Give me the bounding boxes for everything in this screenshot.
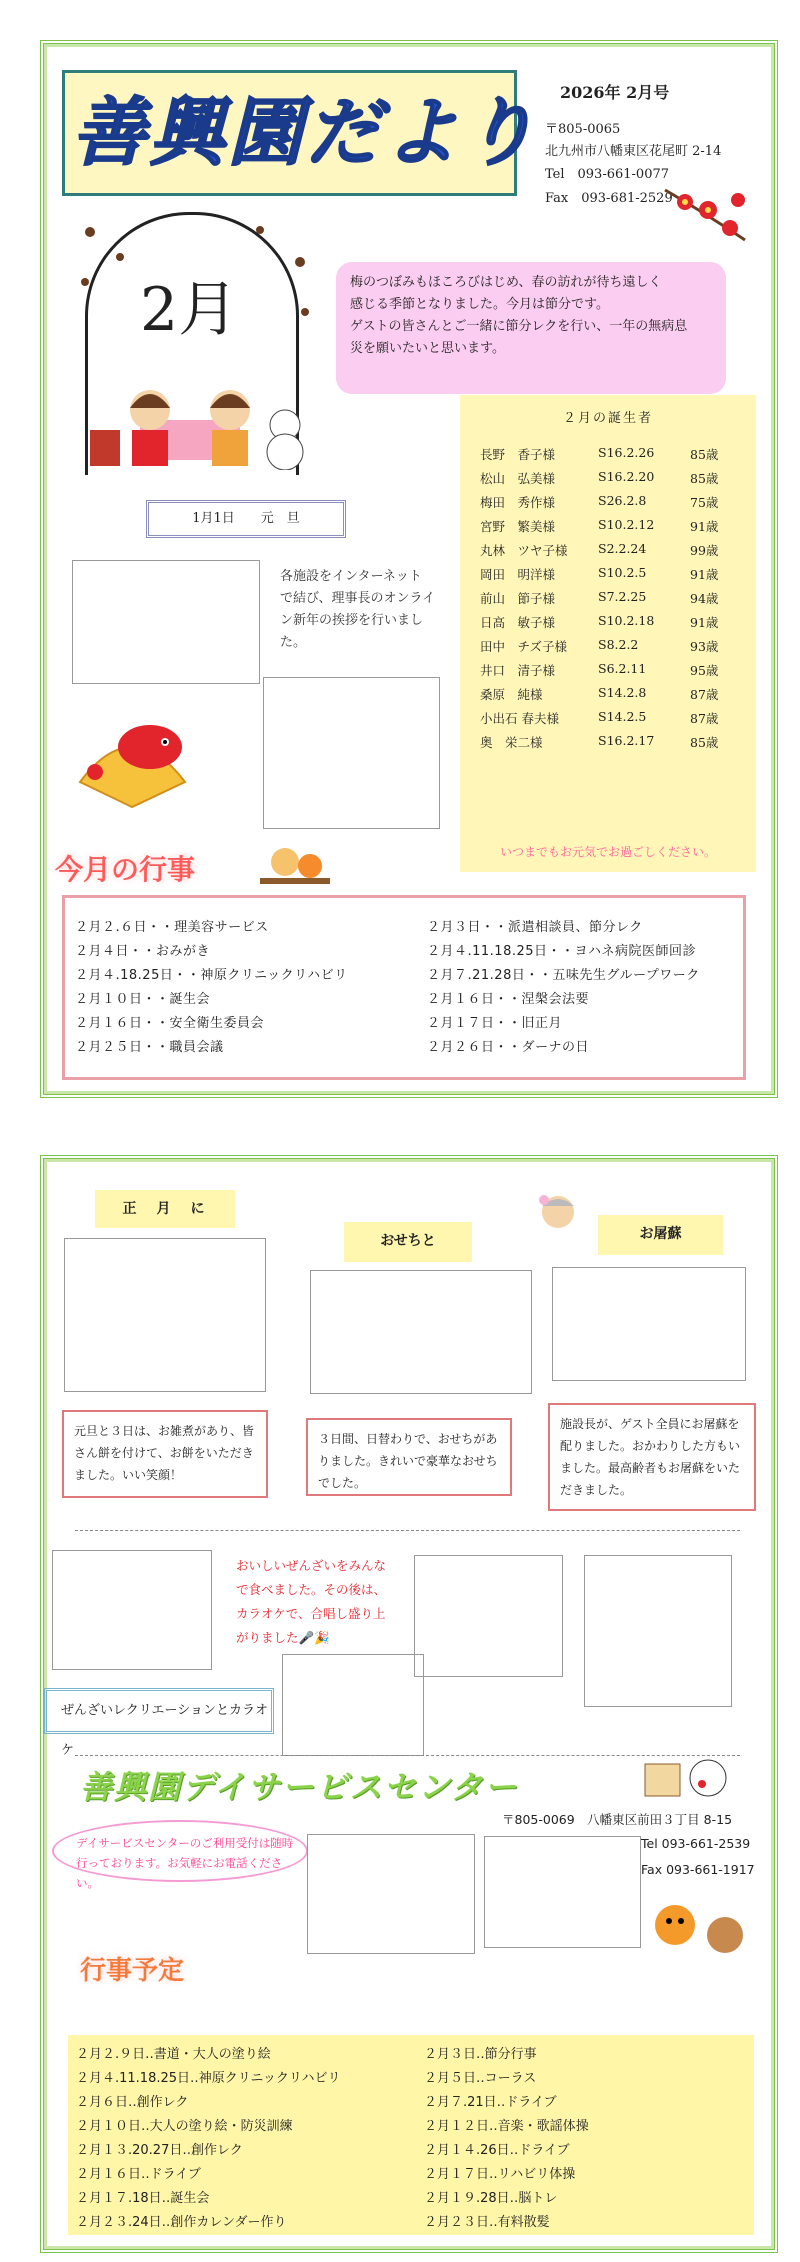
photo-zenzai-3 xyxy=(282,1654,424,1756)
birthday-row: 前山 節子様 S7.2.25 94歳 xyxy=(480,589,719,606)
zenzai-text: おいしいぜんざいをみんな で食べました。その後は、 カラオケで、合唱し盛り上 がりました🎤🎉 xyxy=(236,1558,387,1645)
newsletter-title: 善興園だより xyxy=(72,90,540,176)
postal-code: 〒805-0065 xyxy=(545,122,621,137)
greeting-box xyxy=(336,262,726,394)
center-note: デイサービスセンターのご利用受付は随時 行っております。お気軽にお電話ください。 xyxy=(52,1820,308,1882)
event-item: ２月１６日・・安全衛生委員会 xyxy=(75,1016,265,1031)
greeting-line: 梅のつぼみもほころびはじめ、春の訪れが待ち遠しく xyxy=(350,275,662,290)
plan-item: ２月２３.24日‥創作カレンダー作り xyxy=(76,2215,287,2230)
plan-item: ２月１３.20.27日‥創作レク xyxy=(76,2143,243,2158)
plan-item: ２月１９.28日‥脳トレ xyxy=(424,2191,558,2206)
elder-face-icon xyxy=(530,1192,585,1232)
caption-shogatsu: 元旦と３日は、お雑煮があり、皆 さん餅を付けて、お餅をいただき ました。いい笑顔！ xyxy=(62,1410,268,1498)
center-phone: Tel 093-661-2539 xyxy=(641,1836,751,1851)
birthday-row: 桑原 純様 S14.2.8 87歳 xyxy=(480,685,719,702)
photo-karaoke xyxy=(52,1550,212,1670)
event-item: ２月４.18.25日・・神原クリニックリハビリ xyxy=(75,968,348,983)
photo-lion-dance xyxy=(263,677,440,829)
event-item: ２月１６日・・涅槃会法要 xyxy=(427,992,590,1007)
phone: Tel 093-661-0077 xyxy=(545,167,670,182)
center-fax: Fax 093-661-1917 xyxy=(641,1862,755,1877)
plan-item: ２月２３日‥有料散髪 xyxy=(424,2215,550,2230)
birthday-footer: いつまでもお元気でお過ごしください。 xyxy=(499,845,716,859)
event-item: ２月４日・・おみがき xyxy=(75,944,211,959)
plan-item: ２月１７.18日‥誕生会 xyxy=(76,2191,210,2206)
plan-item: ２月１４.26日‥ドライブ xyxy=(424,2143,570,2158)
month-label: 2月 xyxy=(140,275,239,345)
plan-item: ２月７.21日‥ドライブ xyxy=(424,2095,557,2110)
event-item: ２月３日・・派遣相談員、節分レク xyxy=(427,920,643,935)
event-item: ２月７.21.28日・・五味先生グループワーク xyxy=(427,968,700,983)
gantan-text: 各施設をインターネット で結び、理事長のオンライ ン新年の挨拶を行いまし た。 xyxy=(280,569,436,650)
tag-shogatsu: 正 月 に xyxy=(95,1190,235,1228)
setsubun-kids-illustration xyxy=(80,370,310,470)
caption-osechi: ３日間、日替わりで、おせちがあ りました。きれいで豪華なおせち でした。 xyxy=(306,1418,512,1496)
events-schedule xyxy=(62,895,746,1080)
photo-day-service xyxy=(484,1836,641,1948)
event-item: ２月１７日・・旧正月 xyxy=(427,1016,563,1031)
plan-item: ２月１６日‥ドライブ xyxy=(76,2167,201,2182)
tai-fan-icon xyxy=(70,712,195,810)
plum-blossom-icon xyxy=(660,180,750,250)
event-item: ２月２.６日・・理美容サービス xyxy=(75,920,269,935)
birthday-row: 小出石 春夫様 S14.2.5 87歳 xyxy=(480,709,719,726)
photo-online-greeting xyxy=(72,560,260,684)
photo-otoso xyxy=(552,1267,746,1381)
birthday-row: 丸林 ツヤ子様 S2.2.24 99歳 xyxy=(480,541,719,558)
birthday-row: 奥 栄二様 S16.2.17 85歳 xyxy=(480,733,719,750)
plan-item: ２月６日‥創作レク xyxy=(76,2095,189,2110)
mascot-icon xyxy=(255,840,335,890)
fax: Fax 093-681-2529 xyxy=(545,191,673,206)
tag-otoso: お屠蘇 xyxy=(598,1215,723,1255)
plan-heading: 行事予定 xyxy=(80,1956,185,1986)
event-item: ２月１０日・・誕生会 xyxy=(75,992,211,1007)
event-item: ２月４.11.18.25日・・ヨハネ病院医師回診 xyxy=(427,944,697,959)
greeting-line: ゲストの皆さんとご一緒に節分レクを行い、一年の無病息 xyxy=(350,319,688,334)
event-item: ２月２６日・・ダーナの日 xyxy=(427,1040,590,1055)
birthday-panel xyxy=(460,395,756,872)
plan-item: ２月４.11.18.25日‥神原クリニックリハビリ xyxy=(76,2071,341,2086)
birthday-title: ２月の誕生者 xyxy=(562,411,653,426)
issue-label: 2026年 2月号 xyxy=(560,83,670,102)
photo-shrine-visit xyxy=(307,1834,475,1954)
birthday-row: 松山 弘美様 S16.2.20 85歳 xyxy=(480,469,719,486)
gantan-label: 1月1日 元 旦 xyxy=(146,500,346,538)
birthday-row: 日高 敏子様 S10.2.18 91歳 xyxy=(480,613,719,630)
photo-zenzai-2 xyxy=(584,1555,732,1707)
birthday-row: 岡田 明洋様 S10.2.5 91歳 xyxy=(480,565,719,582)
birthday-row: 宮野 繁美様 S10.2.12 91歳 xyxy=(480,517,719,534)
plan-item: ２月５日‥コーラス xyxy=(424,2071,537,2086)
photo-ozoni xyxy=(64,1238,266,1392)
photo-zenzai-1 xyxy=(414,1555,563,1677)
birthday-row: 井口 清子様 S6.2.11 95歳 xyxy=(480,661,719,678)
greeting-line: 感じる季節となりました。今月は節分です。 xyxy=(350,297,609,312)
birthday-row: 梅田 秀作様 S26.2.8 75歳 xyxy=(480,493,719,510)
caption-otoso: 施設長が、ゲスト全員にお屠蘇を 配りました。おかわりした方もい ました。最高齢者もお屠蘇をいた だきました。 xyxy=(548,1403,756,1511)
center-postal: 〒805-0069 八幡東区前田３丁目 8-15 xyxy=(502,1812,733,1827)
photo-osechi xyxy=(310,1270,532,1394)
box-mascot-icon xyxy=(640,1756,730,1806)
tag-osechi: おせちと xyxy=(344,1222,472,1262)
plan-item: ２月１０日‥大人の塗り絵・防災訓練 xyxy=(76,2119,293,2134)
divider xyxy=(75,1530,740,1531)
events-heading: 今月の行事 xyxy=(55,853,196,886)
event-item: ２月２５日・・職員会議 xyxy=(75,1040,224,1055)
center-title: 善興園デイサービスセンター xyxy=(80,1768,519,1806)
birthday-row: 田中 チズ子様 S8.2.2 93歳 xyxy=(480,637,719,654)
plan-item: ２月３日‥節分行事 xyxy=(424,2047,537,2062)
day-service-schedule xyxy=(68,2035,754,2235)
zenzai-label: ぜんざいレクリエーションとカラオケ xyxy=(44,1688,274,1734)
plan-item: ２月２.９日‥書道・大人の塗り絵 xyxy=(76,2047,271,2062)
plan-item: ２月１２日‥音楽・歌謡体操 xyxy=(424,2119,589,2134)
birthday-row: 長野 香子様 S16.2.26 85歳 xyxy=(480,445,719,462)
plan-item: ２月１７日‥リハビリ体操 xyxy=(424,2167,576,2182)
address: 北九州市八幡東区花尾町 2-14 xyxy=(545,144,722,159)
animal-mascot-icon xyxy=(645,1895,755,1965)
greeting-line: 災を願いたいと思います。 xyxy=(350,341,505,356)
snow-dots xyxy=(80,222,310,332)
